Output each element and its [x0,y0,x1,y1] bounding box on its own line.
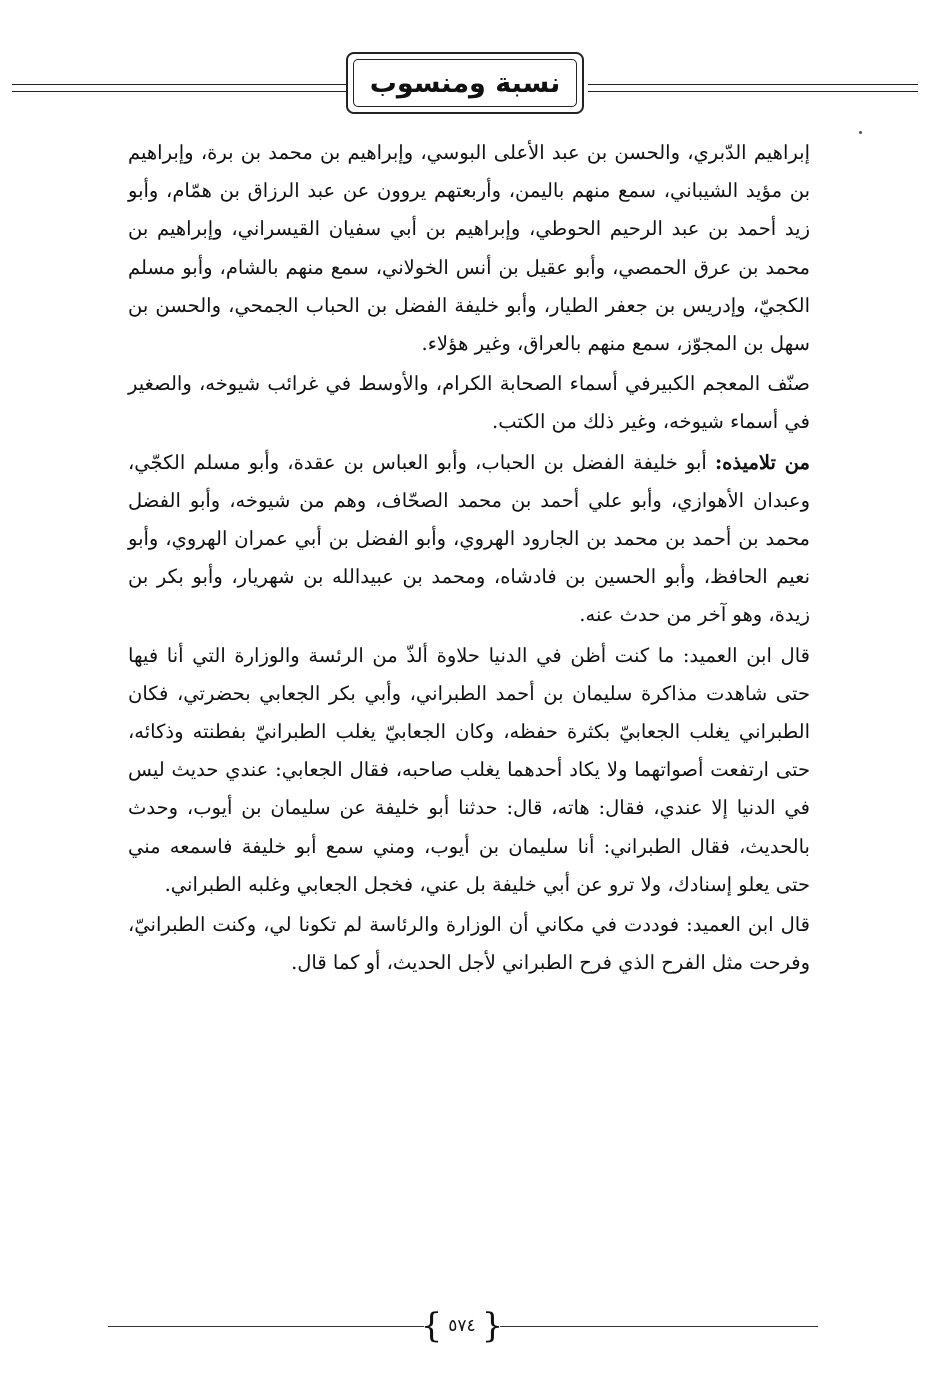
brace-left: { [420,1306,443,1346]
paragraph-1-text: إبراهيم الدّبري، والحسن بن عبد الأعلى البوسي، وإبراهيم بن محمد بن برة، وإبراهيم بن مؤيد الشيباني، سمع منهم باليمن، وأربعتهم يروون عن عبد الرزاق بن همّام، وأبو زيد أحمد بن عبد الرحيم الحوطي، وإبراهيم بن أبي سفيان القيسراني، وإبراهيم بن محمد بن عرق الحمصي، وأبو عقيل بن أنس الخولاني، سمع منهم بالشام، وأبو مسلم الكجيّ، وإدريس بن جعفر الطيار، وأبو خليفة الفضل بن الحباب الجمحي، والحسن بن سهل بن المجوّز، سمع منهم بالعراق، وغير هؤلاء. [128,141,810,356]
paragraph-5 [128,906,810,982]
paragraph-2 [128,365,810,441]
students-label: من تلاميذه: [714,450,810,474]
paragraph-3 [128,444,810,635]
header-frame [346,52,584,114]
page-title: نسبة ومنسوب [369,67,561,99]
paragraph-3-text: أبو خليفة الفضل بن الحباب، وأبو العباس بن عقدة، وأبو مسلم الكجّي، وعبدان الأهوازي، وأبو علي أحمد بن محمد الصحّاف، وهم من شيوخه، وأبو الفضل محمد بن أحمد بن محمد بن الجارود الهروي، وأبو الفضل بن أبي عمران الهروي، وأبو نعيم الحافظ، وأبو الحسين بن فادشاه، ومحمد بن عبيدالله بن شهريار، وأبو بكر بن زيدة، وهو آخر من حدث عنه. [128,450,810,627]
footer-rule-right [500,1326,818,1327]
body-text [128,134,810,984]
paragraph-5-text: قال ابن العميد: فوددت في مكاني أن الوزارة والرئاسة لم تكونا لي، وكنت الطبرانيّ، وفرحت مثل الفرح الذي فرح الطبراني لأجل الحديث، أو كما قال. [128,913,810,975]
paragraph-2-text: صنّف المعجم الكبيرفي أسماء الصحابة الكرام، والأوسط في غرائب شيوخه، والصغير في أسماء شيوخه، وغير ذلك من الكتب. [128,372,810,434]
header-rule-left [12,84,346,92]
brace-right: } [481,1306,504,1346]
header-frame-inner [353,59,577,107]
page-number-box [420,1306,504,1346]
margin-dot [859,131,862,134]
page-number: ٥٧٤ [448,1316,476,1336]
footer-rule-left [108,1326,424,1327]
header-rule-right [588,84,918,92]
paragraph-4-text: قال ابن العميد: ما كنت أظن في الدنيا حلاوة ألذّ من الرئسة والوزارة التي أنا فيها حتى شاهدت مذاكرة سليمان بن أحمد الطبراني، وأبي بكر الجعابي بحضرتي، فكان الطبراني يغلب الجعابيّ بكثرة حفظه، وكان الجعابيّ يغلب الطبرانيّ بفطنته وذكائه، حتى ارتفعت أصواتهما ولا يكاد أحدهما يغلب صاحبه، فقال الجعابي: عندي حديث ليس في الدنيا إلا عندي، فقال: هاته، قال: حدثنا أبو خليفة عن سليمان بن أيوب، وحدث بالحديث، فقال الطبراني: أنا سليمان بن أيوب، ومني سمع أبو خليفة فاسمعه مني حتى يعلو إسنادك، ولا ترو عن أبي خليفة بل عني، فخجل الجعابي وغلبه الطبراني. [128,643,810,896]
paragraph-1 [128,134,810,363]
paragraph-4 [128,637,810,904]
